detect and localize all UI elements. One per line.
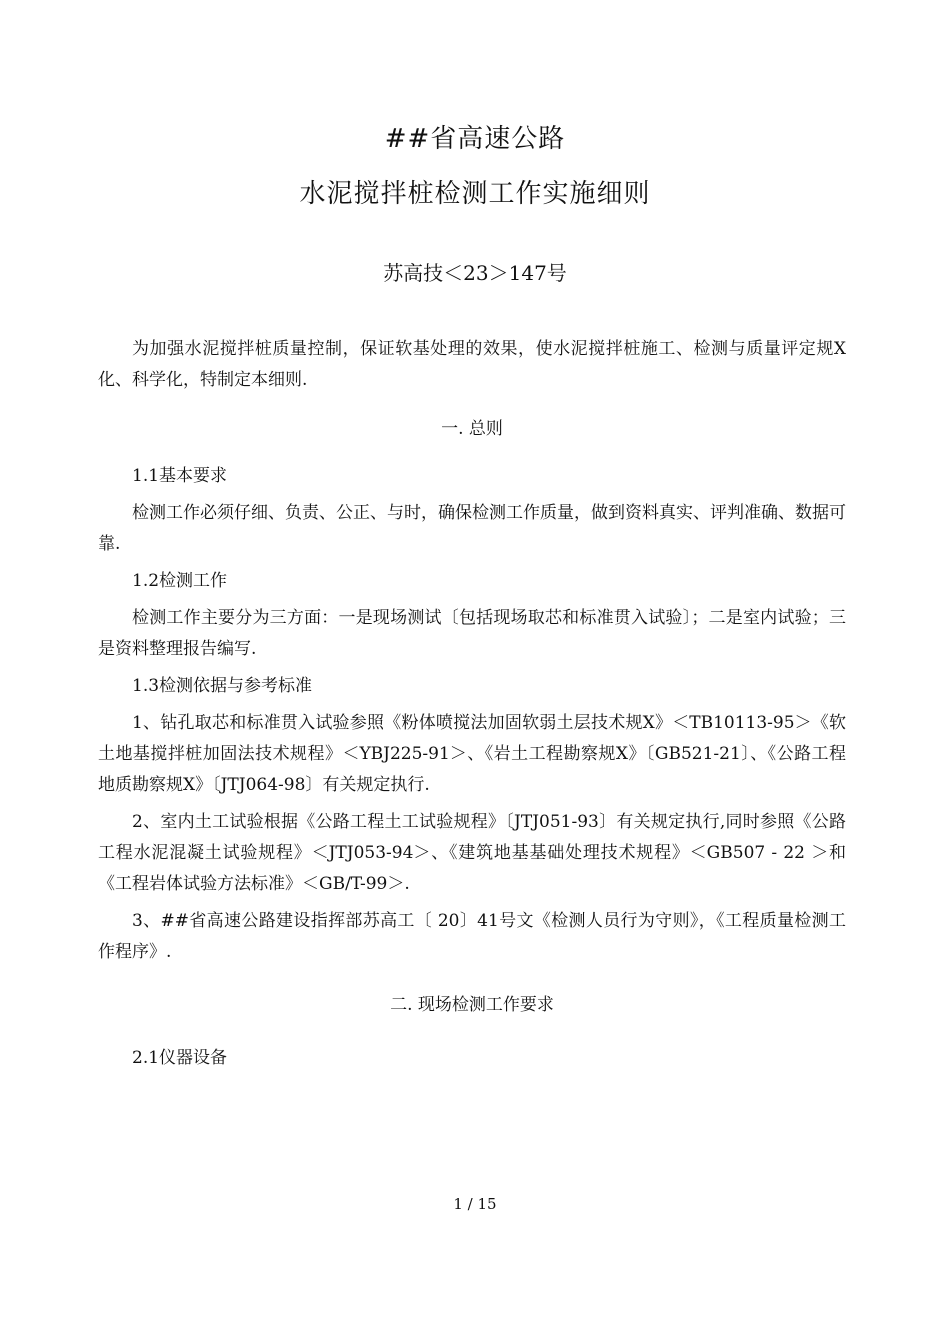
section-1-heading: 一. 总则 [441, 419, 503, 439]
subsection-2-1-label: 2.1仪器设备 [132, 1048, 228, 1068]
page-indicator: 1 / 15 [453, 1195, 497, 1213]
subsection-1-2-label: 1.2检测工作 [132, 571, 228, 591]
subsection-1-1-text: 检测工作必须仔细、负责、公正、与时，确保检测工作质量，做到资料真实、评判准确、数据可靠. [98, 503, 846, 554]
standards-item-1: 1、钻孔取芯和标准贯入试验参照《粉体喷搅法加固软弱土层技术规X》＜TB10113-95＞《软土地基搅拌桩加固法技术规程》＜YBJ225-91＞、《岩土工程勘察规X》〔GB521-21〕、《公路工程地质勘察规X》〔JTJ064-98〕有关规定执行. [98, 713, 846, 795]
standards-item-2: 2、室内土工试验根据《公路工程土工试验规程》〔JTJ051-93〕有关规定执行,同时参照《公路工程水泥混凝土试验规程》＜JTJ053-94＞、《建筑地基基础处理技术规程》＜GB507 - 22 ＞和《工程岩体试验方法标准》＜GB/T-99＞. [98, 812, 846, 894]
subsection-1-3-label: 1.3检测依据与参考标准 [132, 676, 313, 696]
document-number: 苏高技＜23＞147号 [383, 261, 567, 285]
subsection-1-2-text: 检测工作主要分为三方面：一是现场测试〔包括现场取芯和标准贯入试验〕；二是室内试验；三是资料整理报告编写. [98, 608, 846, 659]
subsection-1-1-label: 1.1基本要求 [132, 466, 228, 486]
standards-item-3: 3、##省高速公路建设指挥部苏高工〔 20〕41号文《检测人员行为守则》，《工程质量检测工作程序》. [98, 911, 846, 962]
document-body [98, 334, 846, 1080]
section-2-heading: 二. 现场检测工作要求 [390, 995, 554, 1015]
title-line-2: 水泥搅拌桩检测工作实施细则 [299, 179, 651, 209]
intro-paragraph: 为加强水泥搅拌桩质量控制，保证软基处理的效果，使水泥搅拌桩施工、检测与质量评定规X化、科学化，特制定本细则. [98, 339, 846, 390]
title-line-1: ##省高速公路 [384, 124, 566, 154]
